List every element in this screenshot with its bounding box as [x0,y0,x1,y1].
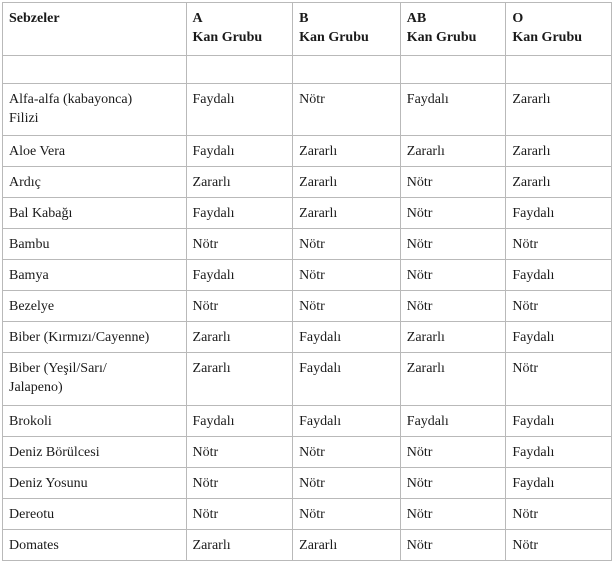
effect-cell-ab: Nötr [400,167,506,198]
vegetable-name-cell [3,260,187,291]
effect-cell-ab: Faydalı [400,406,506,437]
effect-cell-o: Nötr [506,229,612,260]
vegetable-name-line: Bamya [9,268,49,283]
effect-cell-b: Nötr [293,291,401,322]
effect-cell-b: Zararlı [293,530,401,561]
vegetable-name-line: Domates [9,538,59,553]
effect-cell-ab: Nötr [400,198,506,229]
effect-cell-o: Nötr [506,530,612,561]
effect-cell-ab: Zararlı [400,322,506,353]
effect-cell-ab: Zararlı [400,353,506,406]
table-row [3,437,612,468]
vegetable-name-line: Aloe Vera [9,144,66,159]
vegetable-name-cell [3,468,187,499]
table-row [3,291,612,322]
effect-cell-b: Nötr [293,84,401,136]
vegetable-name-cell [3,322,187,353]
effect-cell-a: Faydalı [186,406,293,437]
table-row [3,530,612,561]
vegetable-name-line: Biber (Kırmızı/Cayenne) [9,330,150,345]
effect-cell-ab: Nötr [400,530,506,561]
table-row [3,260,612,291]
vegetable-name-cell [3,291,187,322]
effect-cell-o: Zararlı [506,136,612,167]
effect-cell-ab [400,56,506,84]
table-row [3,322,612,353]
effect-cell-a: Zararlı [186,353,293,406]
effect-cell-a: Faydalı [186,84,293,136]
header-vegetables [3,3,187,56]
effect-cell-o: Faydalı [506,437,612,468]
vegetable-name-cell [3,437,187,468]
effect-cell-b: Nötr [293,437,401,468]
table-row [3,499,612,530]
effect-cell-o: Faydalı [506,198,612,229]
vegetable-name-line: Ardıç [9,175,41,190]
effect-cell-a: Faydalı [186,260,293,291]
vegetable-name-line: Jalapeno) [9,380,63,395]
vegetable-name-cell [3,167,187,198]
vegetable-name-cell [3,499,187,530]
effect-cell-b: Zararlı [293,198,401,229]
vegetable-name-cell [3,530,187,561]
table-row [3,229,612,260]
effect-cell-b: Nötr [293,229,401,260]
vegetables-blood-type-table [2,2,612,561]
effect-cell-o: Faydalı [506,260,612,291]
header-line-2: Kan Grubu [406,30,477,45]
effect-cell-b: Zararlı [293,167,401,198]
vegetable-name-cell [3,84,187,136]
vegetable-name-cell [3,229,187,260]
header-b-blood-type [293,3,401,56]
table-row [3,56,612,84]
vegetable-name-line: Alfa-alfa (kabayonca) [9,92,133,107]
effect-cell-b: Nötr [293,468,401,499]
effect-cell-b: Faydalı [293,322,401,353]
effect-cell-a [186,56,293,84]
effect-cell-o: Faydalı [506,406,612,437]
header-line-1: Sebzeler [9,11,60,26]
effect-cell-o: Nötr [506,291,612,322]
table-row [3,84,612,136]
effect-cell-ab: Faydalı [400,84,506,136]
table-row [3,198,612,229]
header-line-2: Kan Grubu [192,30,263,45]
effect-cell-a: Nötr [186,468,293,499]
vegetable-name-cell [3,353,187,406]
table-header [3,3,612,56]
effect-cell-a: Zararlı [186,167,293,198]
effect-cell-a: Faydalı [186,198,293,229]
effect-cell-a: Zararlı [186,322,293,353]
effect-cell-a: Zararlı [186,530,293,561]
effect-cell-ab: Nötr [400,499,506,530]
effect-cell-a: Nötr [186,437,293,468]
effect-cell-a: Nötr [186,499,293,530]
vegetable-name-cell [3,198,187,229]
effect-cell-b: Faydalı [293,406,401,437]
table-row [3,468,612,499]
table-row [3,136,612,167]
header-line-1: AB [406,11,427,26]
vegetable-name-cell [3,136,187,167]
header-line-2: Kan Grubu [299,30,369,45]
vegetable-name-line: Dereotu [9,507,55,522]
effect-cell-b: Faydalı [293,353,401,406]
effect-cell-o: Nötr [506,499,612,530]
effect-cell-ab: Nötr [400,437,506,468]
effect-cell-b [293,56,401,84]
vegetable-name-line: Deniz Yosunu [9,476,88,491]
vegetable-name-cell [3,406,187,437]
effect-cell-ab: Zararlı [400,136,506,167]
header-line-2: Kan Grubu [512,30,583,45]
vegetable-name-line: Bezelye [9,299,55,314]
effect-cell-a: Nötr [186,229,293,260]
effect-cell-b: Nötr [293,260,401,291]
effect-cell-o: Nötr [506,353,612,406]
effect-cell-o: Zararlı [506,84,612,136]
header-line-1: B [299,11,309,26]
effect-cell-ab: Nötr [400,468,506,499]
vegetable-name-line: Bal Kabağı [9,206,73,221]
header-row [3,3,612,56]
effect-cell-o [506,56,612,84]
effect-cell-b: Nötr [293,499,401,530]
effect-cell-o: Zararlı [506,167,612,198]
effect-cell-a: Faydalı [186,136,293,167]
header-ab-blood-type [400,3,506,56]
vegetable-name-line: Biber (Yeşil/Sarı/ [9,361,107,376]
effect-cell-ab: Nötr [400,260,506,291]
vegetable-name-line: Bambu [9,237,50,252]
vegetable-name-line: Filizi [9,111,39,126]
table-row [3,406,612,437]
header-a-blood-type [186,3,293,56]
header-line-1: A [192,11,203,26]
header-o-blood-type [506,3,612,56]
effect-cell-ab: Nötr [400,291,506,322]
header-line-1: O [512,11,524,26]
table-body [3,56,612,561]
effect-cell-ab: Nötr [400,229,506,260]
vegetable-name-cell [3,56,187,84]
effect-cell-b: Zararlı [293,136,401,167]
effect-cell-a: Nötr [186,291,293,322]
effect-cell-o: Faydalı [506,468,612,499]
table-row [3,353,612,406]
vegetable-name-line: Deniz Börülcesi [9,445,100,460]
table-row [3,167,612,198]
vegetable-name-line: Brokoli [9,414,52,429]
effect-cell-o: Faydalı [506,322,612,353]
